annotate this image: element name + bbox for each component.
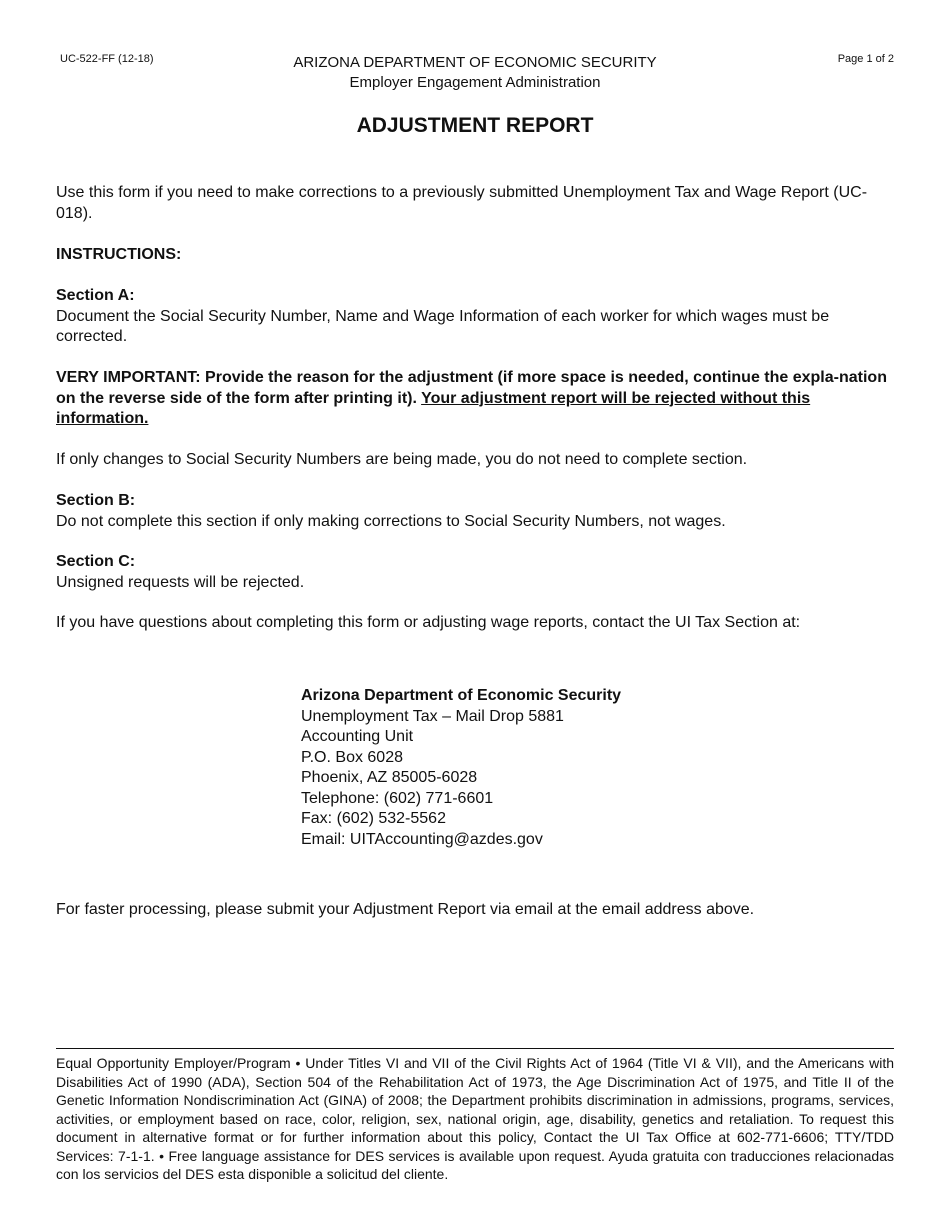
fax-number: Fax: (602) 532-5562: [301, 810, 446, 827]
page-title: ADJUSTMENT REPORT: [356, 114, 594, 137]
instructions-heading: INSTRUCTIONS:: [56, 246, 182, 263]
page-number: Page 1 of 2: [837, 53, 894, 65]
important-notice: [56, 368, 896, 430]
agency-name: ARIZONA DEPARTMENT OF ECONOMIC SECURITY: [293, 54, 657, 71]
mailing-address: [301, 686, 621, 850]
eeo-footer: Equal Opportunity Employer/Program • Under Titles VI and VII of the Civil Rights Act of 1964 (Title VI & VII), and the Americans with Disabilities Act of 1990 (ADA), Section 504 of the Rehabilitation Act of 1973, the Age Discrimination Act of 1975, and Title II of the Genetic Information Nondiscrimination Act (GINA) of 2008; the Department prohibits discrimination in admissions, programs, services, activities, or employment based on race, color, religion, sex, national origin, age, disability, genetics and retaliation. To request this document in alternative format or for further information about this policy, Contact the UI Tax Office at 602-771-6606; TTY/TDD Services: 7-1-1. • Free language assistance for DES services is available upon request. Ayuda gratuita con traducciones relacionadas con los servicios del DES esta disponible a solicitud del cliente.: [56, 1055, 894, 1182]
faster-processing-note: For faster processing, please submit your Adjustment Report via email at the email address above.: [56, 901, 755, 918]
address-line: Accounting Unit: [301, 728, 414, 745]
ssn-note: If only changes to Social Security Numbers are being made, you do not need to complete section.: [56, 451, 748, 468]
form-code: UC-522-FF (12-18): [60, 53, 154, 65]
address-line: Phoenix, AZ 85005-6028: [301, 769, 478, 786]
section-b-text: Do not complete this section if only making corrections to Social Security Numbers, not wages.: [56, 512, 726, 530]
address-organization: Arizona Department of Economic Security: [301, 687, 622, 704]
section-c-heading: Section C:: [56, 553, 136, 570]
important-notice-text: VERY IMPORTANT: Provide the reason for the adjustment (if more space is needed, continue the expla-nation on the reverse side of the form after printing it).: [56, 369, 887, 407]
section-a-heading: Section A:: [56, 287, 135, 304]
section-c: [56, 552, 896, 593]
telephone-number: Telephone: (602) 771-6601: [301, 789, 494, 807]
intro-paragraph: Use this form if you need to make corrections to a previously submitted Unemployment Tax and Wage Report (UC-018).: [56, 184, 868, 222]
section-c-text: Unsigned requests will be rejected.: [56, 573, 305, 591]
address-line: P.O. Box 6028: [301, 748, 403, 766]
section-b-heading: Section B:: [56, 492, 136, 509]
division-name: Employer Engagement Administration: [349, 74, 601, 91]
rejection-warning: Your adjustment report will be rejected without this information.: [56, 389, 811, 427]
address-line: Unemployment Tax – Mail Drop 5881: [301, 707, 564, 725]
contact-intro: If you have questions about completing this form or adjusting wage reports, contact the UI Tax Section at:: [56, 614, 801, 631]
section-b: [56, 491, 896, 532]
section-a-text: Document the Social Security Number, Name and Wage Information of each worker for which wages must be corrected.: [56, 307, 830, 345]
footer-divider: [56, 1048, 894, 1049]
section-a: [56, 286, 896, 348]
email-address: Email: UITAccounting@azdes.gov: [301, 830, 543, 848]
agency-header: [0, 53, 950, 93]
